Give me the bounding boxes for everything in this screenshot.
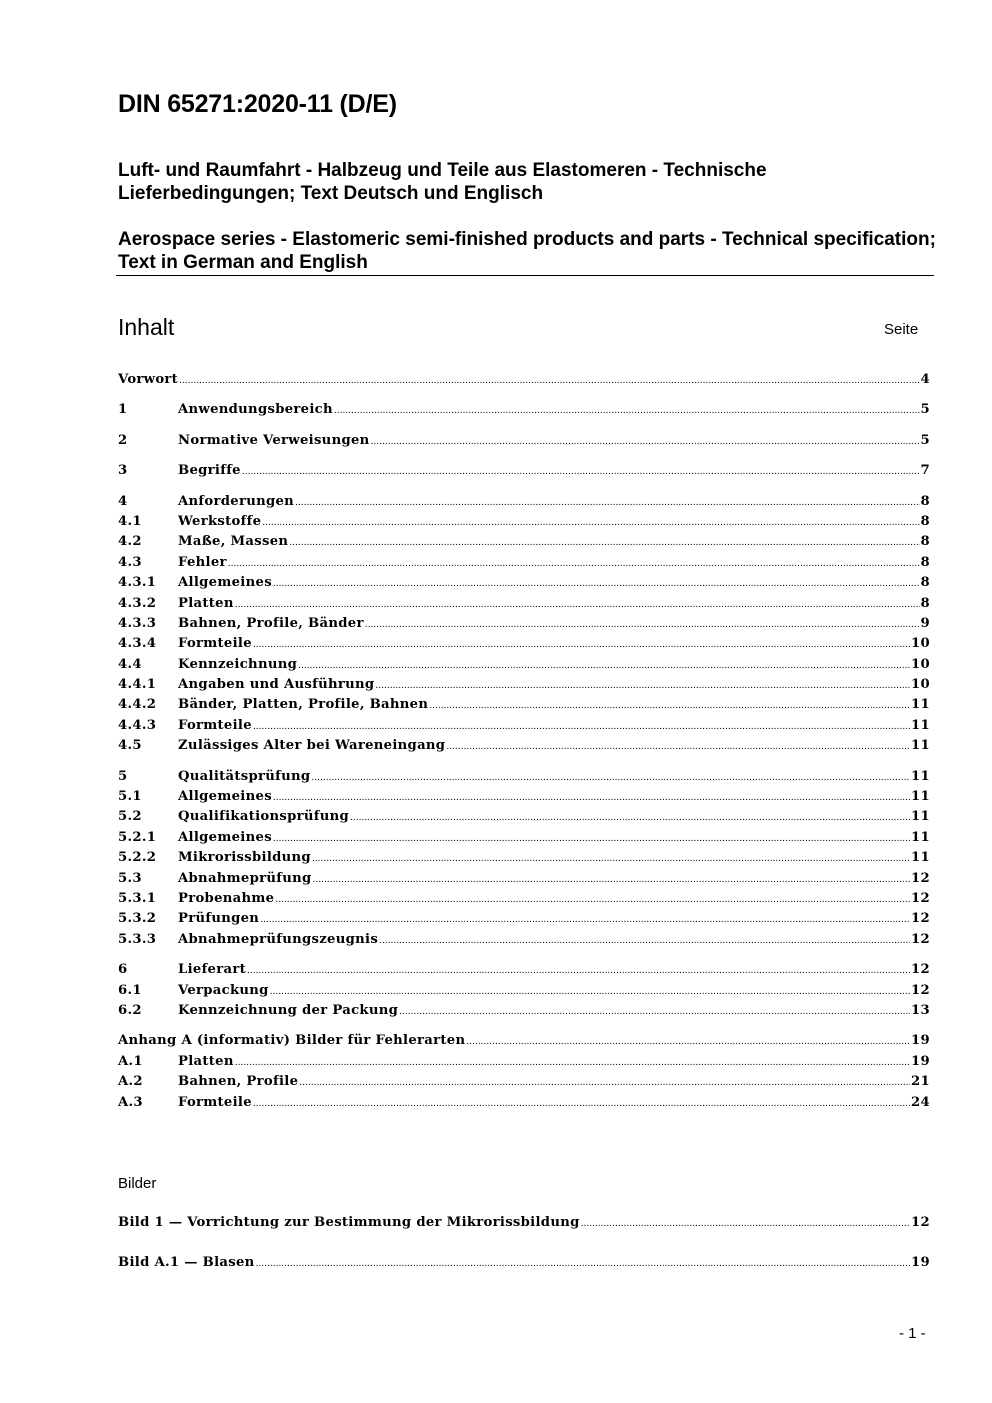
toc-entry-title: Formteile [178,636,252,652]
toc-entry-title: Kennzeichnung der Packung [178,1002,399,1018]
toc-dot-leader [312,848,910,869]
toc-entry-page: 19 [911,1053,930,1069]
toc-entry[interactable] [118,869,930,889]
toc-entry-title: Mikrorissbildung [178,850,311,866]
toc-entry-title: Qualifikationsprüfung [178,809,350,825]
toc-entry[interactable] [118,1031,930,1051]
toc-entry-page: 7 [920,463,930,479]
toc-dot-leader [379,930,910,951]
toc-dot-leader [365,614,920,635]
toc-dot-leader [235,594,920,615]
header-divider [116,275,934,276]
toc-entry[interactable] [118,909,930,929]
toc-entry-number: 4.4 [118,656,142,672]
toc-dot-leader [260,909,910,930]
toc-entry[interactable] [118,370,930,390]
toc-entry-page: 12 [911,911,930,927]
toc-entry[interactable] [118,787,930,807]
toc-entry-number: 5.2.1 [118,829,157,845]
toc-entry-number: 4.4.3 [118,717,157,733]
toc-entry-number: 6.2 [118,1002,142,1018]
toc-entry-page: 12 [911,870,930,886]
toc-entry[interactable] [118,655,930,675]
toc-entry-title: Maße, Massen [178,534,289,550]
toc-entry-page: 11 [911,697,930,713]
toc-entry-title: Probenahme [178,890,275,906]
toc-dot-leader [273,787,910,808]
toc-dot-leader [299,1072,910,1093]
title-english: Aerospace series - Elastomeric semi-finished products and parts - Technical specification; Text in German and English [118,229,936,273]
toc-entry-page: 4 [920,372,930,387]
toc-entry[interactable] [118,1052,930,1072]
toc-entry-page: 13 [911,1002,930,1018]
toc-dot-leader [262,512,919,533]
toc-entry-title: Begriffe [178,463,241,479]
toc-entry-title: Anforderungen [178,493,295,509]
toc-entry-page: 8 [920,595,930,611]
toc-dot-leader [311,767,910,788]
toc-entry-page: 11 [911,768,930,784]
toc-entry[interactable] [118,767,930,787]
toc-entry[interactable] [118,553,930,573]
toc-entry-title: Vorwort [118,372,179,387]
toc-entry-number: 1 [118,402,128,418]
toc-entry-page: 12 [911,982,930,998]
toc-entry-title: Zulässiges Alter bei Wareneingang [178,738,446,754]
toc-dot-leader [273,828,910,849]
toc-entry-number: 4.2 [118,534,142,550]
toc-entry[interactable] [118,695,930,715]
toc-entry-number: 5.2 [118,809,142,825]
toc-entry-number: 6.1 [118,982,142,998]
toc-dot-leader [253,634,910,655]
toc-entry-title: Verpackung [178,982,269,998]
toc-dot-leader [235,1052,910,1073]
toc-dot-leader [275,889,910,910]
toc-entry-title: Angaben und Ausführung [178,677,375,693]
figure-dot-leader [581,1213,910,1234]
toc-entry-page: 11 [911,809,930,825]
toc-dot-leader [375,675,910,696]
toc-dot-leader [334,400,920,421]
title-german: Luft- und Raumfahrt - Halbzeug und Teile aus Elastomeren - Technische Lieferbedingungen; Text Deutsch und Englisch [118,160,767,204]
toc-entry-number: 5.3 [118,870,142,886]
toc-dot-leader [295,492,919,513]
toc-entry-number: 4.3.4 [118,636,157,652]
toc-heading: Inhalt [118,314,175,340]
toc-entry[interactable] [118,400,930,420]
toc-dot-leader [429,695,910,716]
toc-entry[interactable] [118,848,930,868]
figure-entry-title: Bild 1 — Vorrichtung zur Bestimmung der Mikrorissbildung [118,1215,580,1230]
toc-entry-title: Prüfungen [178,911,260,927]
toc-entry-page: 8 [920,493,930,509]
toc-entry[interactable] [118,461,930,481]
toc-entry-number: A.2 [118,1074,143,1090]
toc-dot-leader [253,1093,910,1114]
list-of-figures [118,1213,930,1274]
toc-dot-leader [289,532,919,553]
toc-entry-title: Bahnen, Profile [178,1074,299,1090]
toc-dot-leader [270,981,910,1002]
toc-entry-number: 4.3 [118,554,142,570]
toc-entry-number: 4.3.1 [118,575,157,591]
toc-entry[interactable] [118,573,930,593]
toc-entry[interactable] [118,930,930,950]
toc-entry-title: Platten [178,595,234,611]
toc-entry-number: 5.3.3 [118,931,157,947]
toc-dot-leader [298,655,910,676]
toc-entry[interactable] [118,512,930,532]
toc-entry-page: 11 [911,789,930,805]
toc-entry[interactable] [118,1072,930,1092]
toc-dot-leader [228,553,920,574]
toc-entry-title: Allgemeines [178,789,272,805]
toc-dot-leader [273,573,920,594]
toc-entry-title: Allgemeines [178,829,272,845]
toc-entry-title: Formteile [178,717,252,733]
toc-entry-page: 12 [911,931,930,947]
toc-entry-number: 5.2.2 [118,850,157,866]
toc-entry[interactable] [118,960,930,980]
toc-entry-number: 4 [118,493,128,509]
toc-dot-leader [247,960,910,981]
toc-page-label: Seite [884,321,919,338]
toc-entry-page: 10 [911,636,930,652]
toc-entry-number: 5.3.2 [118,911,157,927]
figures-heading: Bilder [118,1175,157,1192]
toc-dot-leader [179,370,919,391]
toc-entry[interactable] [118,532,930,552]
toc-entry[interactable] [118,1001,930,1021]
toc-entry-page: 12 [911,890,930,906]
toc-entry-page: 8 [920,575,930,591]
toc-entry-number: 5 [118,768,128,784]
toc-entry-title: Abnahmeprüfung [178,870,312,886]
toc-entry-title: Platten [178,1053,234,1069]
toc-entry-title: Qualitätsprüfung [178,768,311,784]
toc-entry-page: 10 [911,677,930,693]
toc-entry-title: Formteile [178,1094,252,1110]
toc-entry[interactable] [118,828,930,848]
table-of-contents [118,370,930,1113]
figure-entry[interactable] [118,1213,930,1233]
toc-entry-page: 8 [920,513,930,529]
toc-entry-page: 11 [911,850,930,866]
toc-entry-number: 4.4.2 [118,697,157,713]
toc-entry-title: Fehler [178,554,227,570]
page-number: - 1 - [899,1325,926,1342]
toc-entry-page: 11 [911,738,930,754]
toc-entry-number: 4.5 [118,738,142,754]
toc-dot-leader [253,716,910,737]
figure-dot-leader [256,1253,910,1274]
toc-entry-number: 5.3.1 [118,890,157,906]
toc-entry-number: 4.3.2 [118,595,157,611]
toc-dot-leader [466,1031,910,1052]
toc-entry-page: 5 [920,402,930,418]
toc-entry-page: 11 [911,717,930,733]
toc-entry-title: Normative Verweisungen [178,432,370,448]
toc-entry-title: Allgemeines [178,575,272,591]
toc-entry[interactable] [118,736,930,756]
toc-entry-page: 8 [920,554,930,570]
toc-dot-leader [399,1001,910,1022]
toc-entry[interactable] [118,492,930,512]
toc-entry-title: Anwendungsbereich [178,402,333,418]
toc-entry[interactable] [118,807,930,827]
figure-entry-title: Bild A.1 — Blasen [118,1255,255,1271]
toc-entry-number: 6 [118,962,128,978]
figure-entry[interactable] [118,1253,930,1273]
toc-dot-leader [313,869,911,890]
toc-entry-title: Bahnen, Profile, Bänder [178,615,364,631]
toc-entry[interactable] [118,594,930,614]
toc-entry-title: Anhang A (informativ) Bilder für Fehlerarten [118,1033,466,1049]
toc-entry-page: 11 [911,829,930,845]
toc-entry-page: 24 [911,1094,930,1110]
toc-entry-page: 19 [911,1033,930,1049]
toc-entry-number: 4.1 [118,513,142,529]
toc-entry[interactable] [118,1093,930,1113]
toc-entry-title: Kennzeichnung [178,656,298,672]
figure-entry-page: 12 [911,1215,930,1230]
toc-entry[interactable] [118,614,930,634]
toc-entry-number: 4.4.1 [118,677,157,693]
toc-dot-leader [446,736,910,757]
toc-entry[interactable] [118,981,930,1001]
toc-entry-title: Abnahmeprüfungszeugnis [178,931,379,947]
toc-dot-leader [242,461,920,482]
toc-entry[interactable] [118,431,930,451]
toc-entry-number: 2 [118,432,128,448]
toc-entry-number: 5.1 [118,789,142,805]
toc-entry[interactable] [118,716,930,736]
toc-entry-number: 3 [118,463,128,479]
toc-entry-page: 9 [920,615,930,631]
toc-entry-number: 4.3.3 [118,615,157,631]
toc-entry[interactable] [118,889,930,909]
toc-entry-page: 5 [920,432,930,448]
toc-entry-title: Lieferart [178,962,246,978]
toc-entry-page: 21 [911,1074,930,1090]
toc-dot-leader [371,431,920,452]
toc-entry[interactable] [118,675,930,695]
toc-entry[interactable] [118,634,930,654]
toc-entry-page: 12 [911,962,930,978]
figure-entry-page: 19 [911,1255,930,1271]
toc-entry-page: 10 [911,656,930,672]
toc-entry-number: A.3 [118,1094,143,1110]
document-id: DIN 65271:2020-11 (D/E) [118,90,397,118]
toc-dot-leader [350,807,910,828]
toc-entry-title: Werkstoffe [178,513,262,529]
toc-entry-title: Bänder, Platten, Profile, Bahnen [178,697,429,713]
toc-entry-page: 8 [920,534,930,550]
toc-entry-number: A.1 [118,1053,143,1069]
